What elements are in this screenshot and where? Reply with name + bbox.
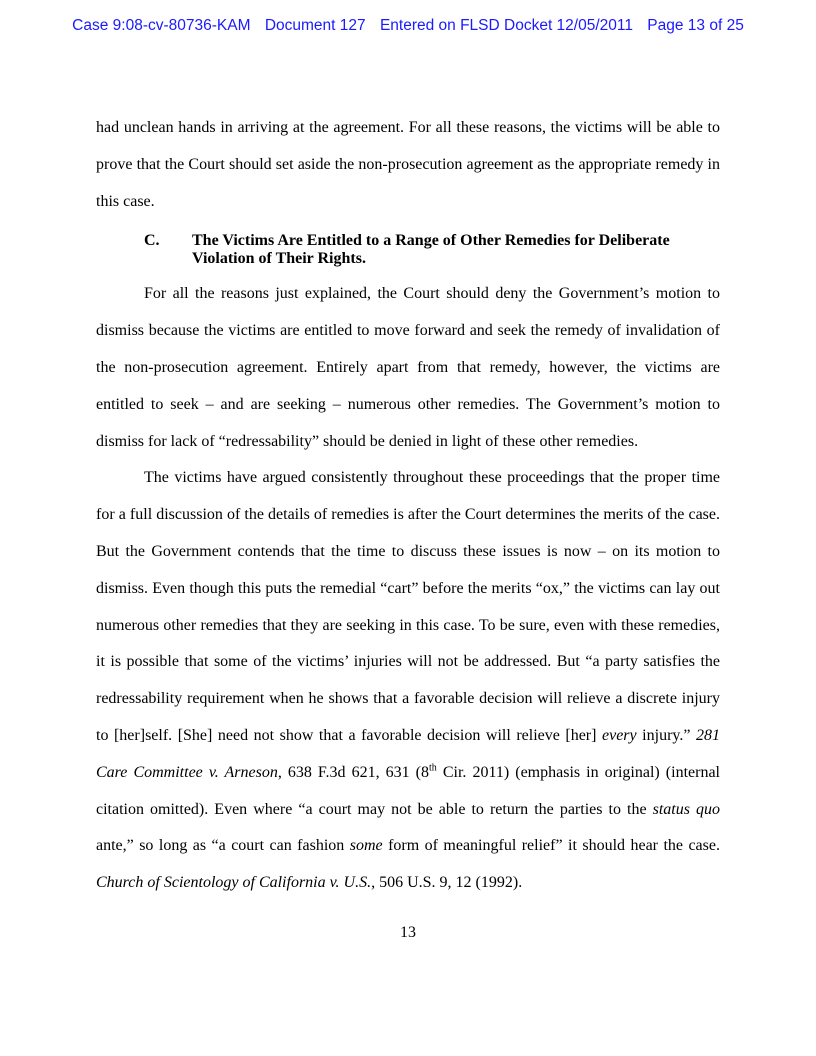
section-title-line1: The Victims Are Entitled to a Range of Other Remedies for Deliberate xyxy=(192,232,670,250)
text-run: ante,” so long as “a court can fashion xyxy=(96,837,350,855)
text-run: The victims have argued consistently throughout these proceedings that the proper time for a full discussion of the details of remedies is after the Court determines the merits of the case. But the Government contends that the time to discuss these issues is now – on its motion to dismiss. Even though this puts the remedial “cart” before the merits “ox,” the victims can lay out numerous other remedies that they are seeking in this case. To be sure, even with these remedies, it is possible that some of the victims’ injuries will not be addressed. But “a party satisfies the redressability requirement when he shows that a favorable decision will relieve a discrete injury to [her]self. [She] need not show that a favorable decision will relieve [her] xyxy=(96,469,720,744)
text-run: , 638 F.3d 621, 631 (8 xyxy=(277,763,430,781)
superscript-th: th xyxy=(429,762,437,774)
paragraph-continuation: had unclean hands in arriving at the agreement. For all these reasons, the victims will be able to prove that the Court should set aside the non-prosecution agreement as the appropriate remedy in this case. xyxy=(96,119,720,210)
paragraph-redressability xyxy=(96,460,720,902)
case-number: Case 9:08-cv-80736-KAM xyxy=(72,17,251,34)
text-run: form of meaningful relief” it should hear the case. xyxy=(382,837,720,855)
case-citation: 281 Care Committee v. Arneson xyxy=(96,726,720,781)
paragraph-remedies: For all the reasons just explained, the Court should deny the Government’s motion to dismiss because the victims are entitled to move forward and seek the remedy of invalidation of the non-prosecution agreement. Entirely apart from that remedy, however, the victims are entitled to seek – and are seeking – numerous other remedies. The Government’s motion to dismiss for lack of “redressability” should be denied in light of these other remedies. xyxy=(96,285,720,450)
case-citation: Church of Scientology of California v. U.S. xyxy=(96,874,372,892)
section-title xyxy=(192,232,720,268)
emphasis-some: some xyxy=(349,837,383,855)
emphasis-every: every xyxy=(602,726,637,744)
docket-entry: Entered on FLSD Docket 12/05/2011 xyxy=(379,17,633,34)
page-number: 13 xyxy=(400,924,416,941)
emphasis-status-quo: status quo xyxy=(652,800,721,818)
section-title-line2: Violation of Their Rights. xyxy=(192,250,366,268)
section-label: C. xyxy=(144,232,160,250)
text-run: injury.” xyxy=(636,726,696,744)
document-number: Document 127 xyxy=(264,17,366,34)
docket-header xyxy=(0,17,816,35)
document-body xyxy=(96,110,720,902)
text-run: , 506 U.S. 9, 12 (1992). xyxy=(371,874,523,892)
text-run: Cir. 2011) (emphasis in original) (internal citation omitted). Even where “a court may not be able to return the parties to the xyxy=(96,763,720,818)
section-heading xyxy=(96,232,720,268)
page-count: Page 13 of 25 xyxy=(647,17,744,34)
